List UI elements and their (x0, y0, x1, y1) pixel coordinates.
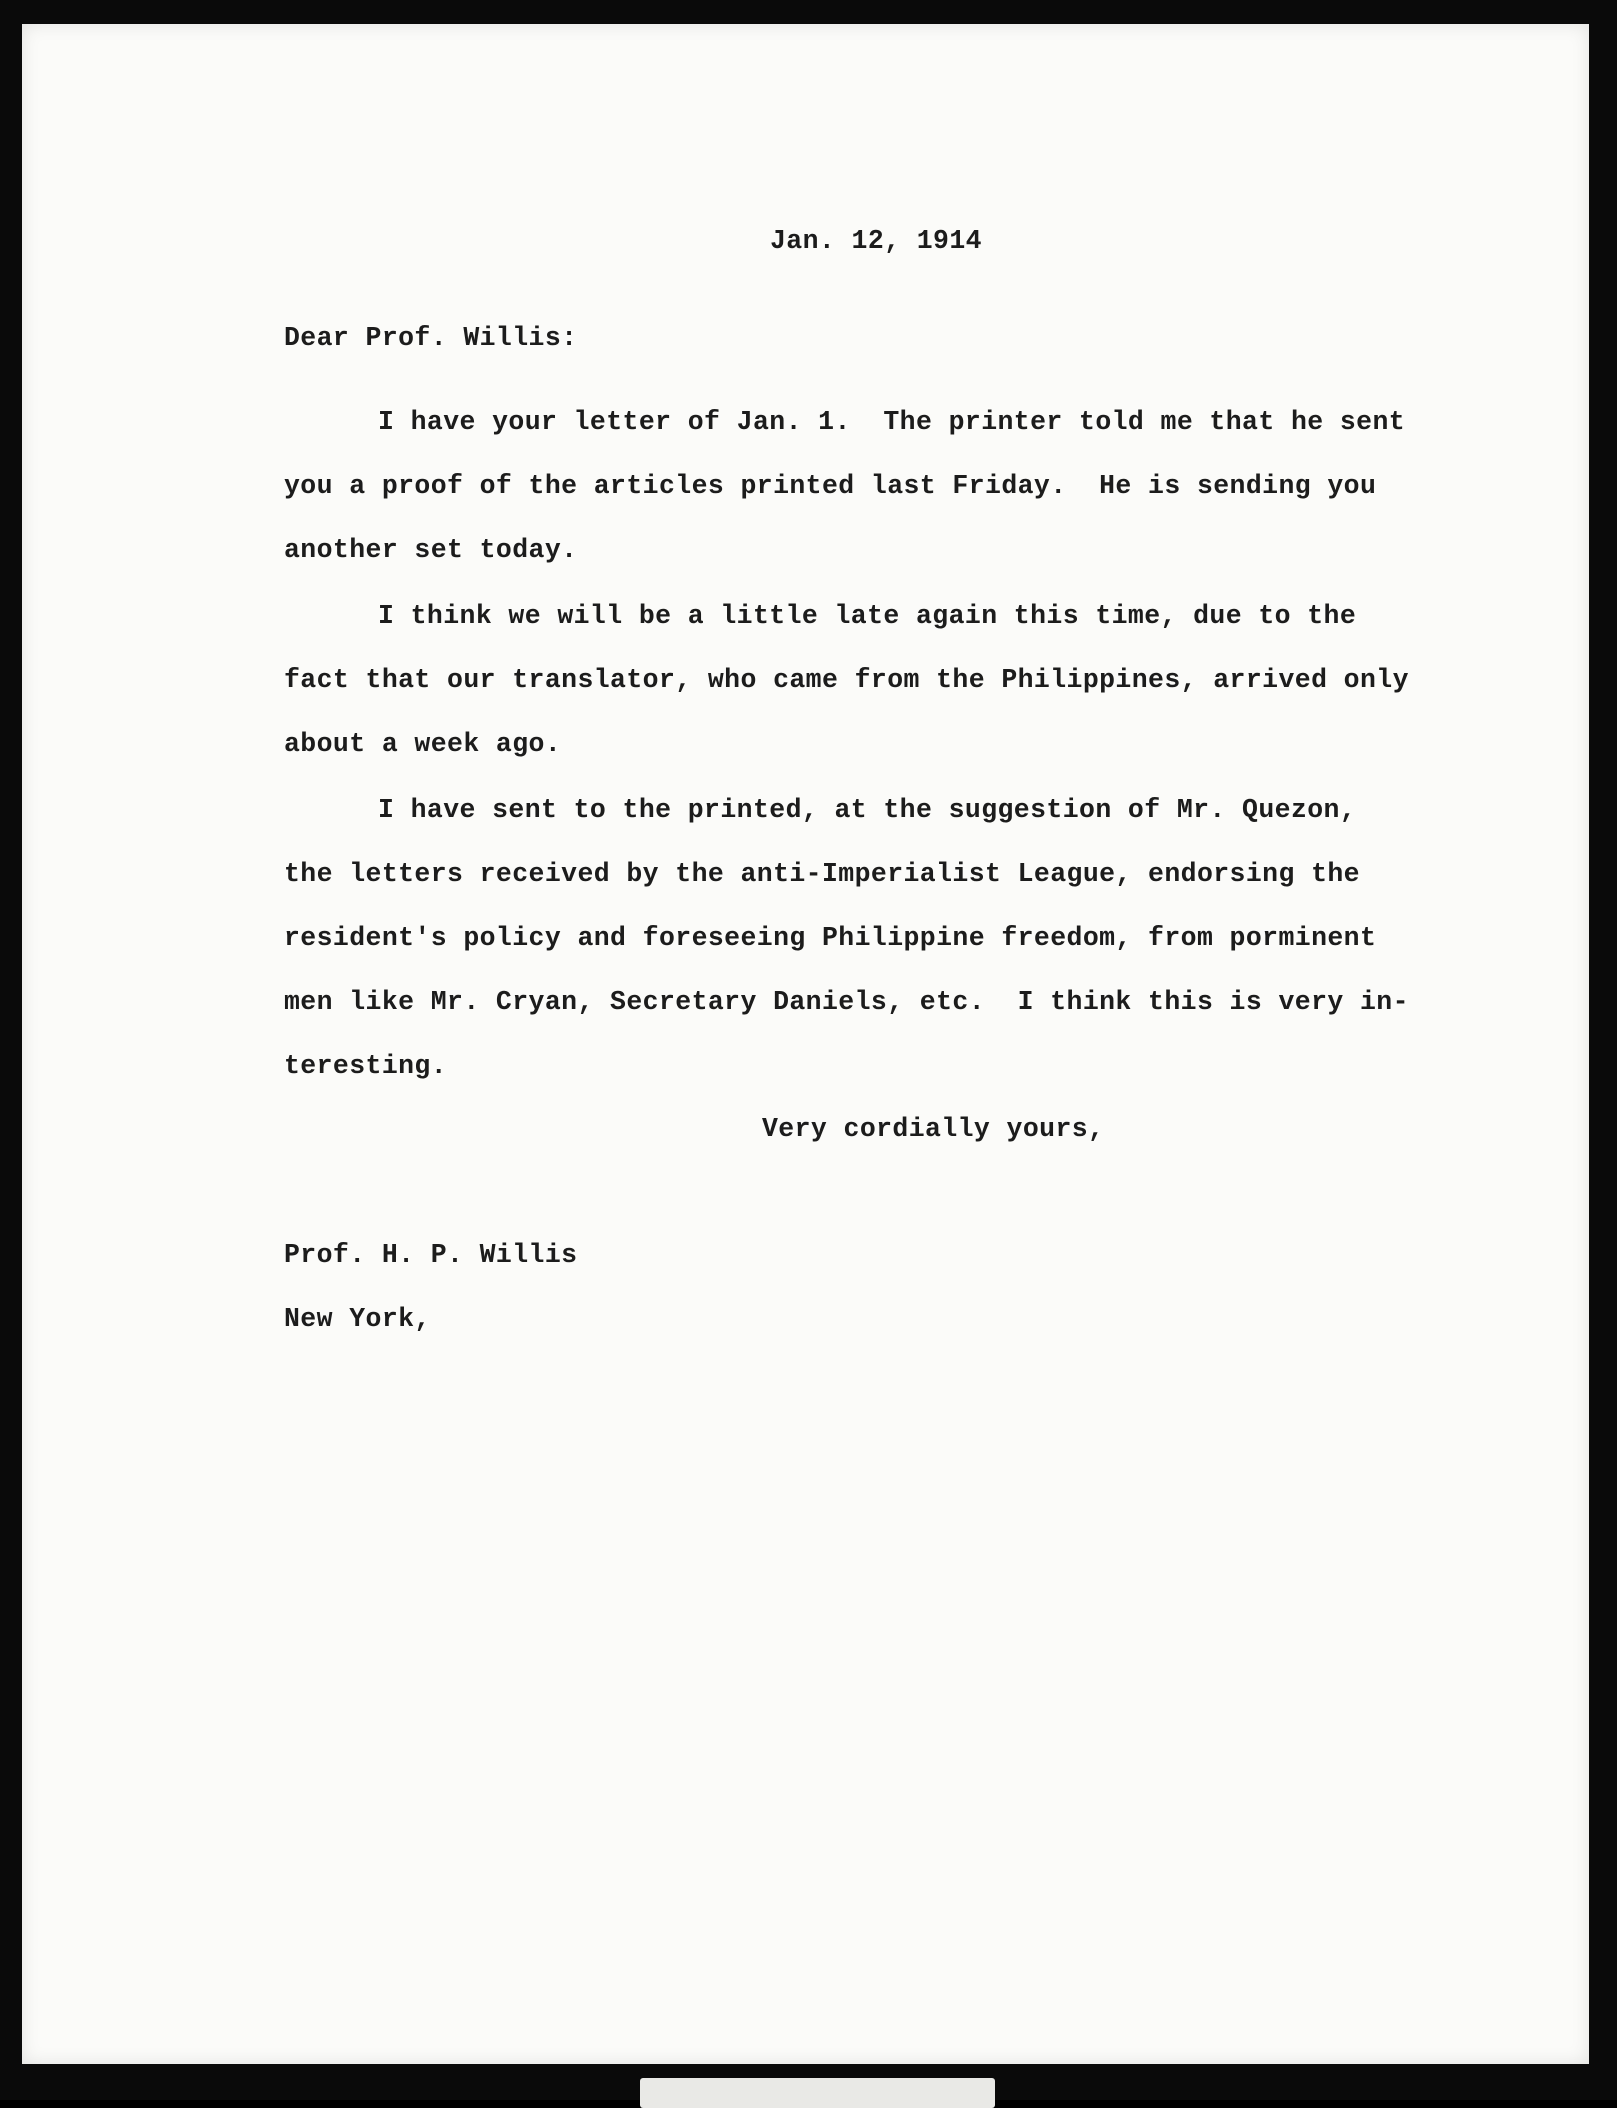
recipient-name: Prof. H. P. Willis (284, 1240, 578, 1270)
paragraph-1-line-1: I have your letter of Jan. 1. The printer told me that he sent (378, 407, 1406, 437)
paragraph-1-line-2: you a proof of the articles printed last Friday. He is sending you (284, 471, 1377, 501)
paragraph-3-line-4: men like Mr. Cryan, Secretary Daniels, etc. I think this is very in- (284, 987, 1409, 1017)
paragraph-3-line-2: the letters received by the anti-Imperialist League, endorsing the (284, 859, 1360, 889)
closing: Very cordially yours, (762, 1114, 1105, 1144)
paragraph-3-line-5: teresting. (284, 1051, 448, 1081)
paragraph-3-line-3: resident's policy and foreseeing Philippine freedom, from porminent (284, 923, 1377, 953)
salutation: Dear Prof. Willis: (284, 323, 578, 353)
paragraph-2-line-2: fact that our translator, who came from the Philippines, arrived only (284, 665, 1409, 695)
paragraph-2-line-3: about a week ago. (284, 729, 562, 759)
letter-date: Jan. 12, 1914 (770, 226, 982, 256)
paragraph-2-line-1: I think we will be a little late again this time, due to the (378, 601, 1357, 631)
paragraph-1-line-3: another set today. (284, 535, 578, 565)
recipient-city: New York, (284, 1304, 431, 1334)
paragraph-3-line-1: I have sent to the printed, at the suggestion of Mr. Quezon, (378, 795, 1357, 825)
